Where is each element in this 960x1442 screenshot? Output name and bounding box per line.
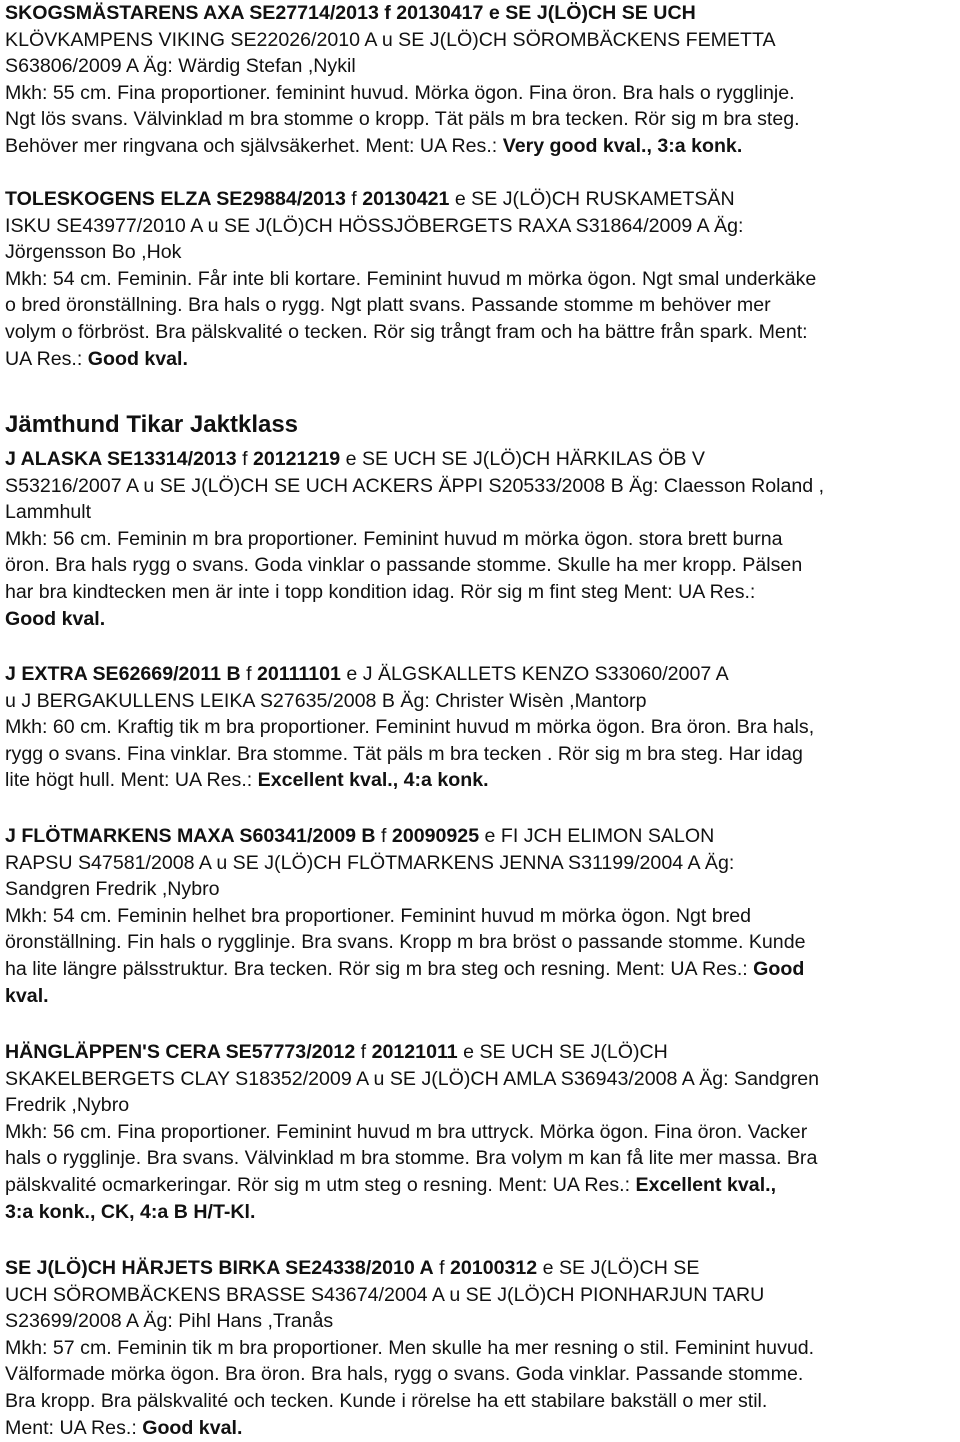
text-run: öronställning. Fin hals o rygglinje. Bra svans. Kropp m bra bröst o passande stomme. Kunde (5, 931, 806, 954)
bold-text-run: J EXTRA SE62669/2011 B (5, 663, 241, 685)
entry-line (5, 850, 955, 877)
entry-line (5, 1388, 955, 1415)
bold-text-run: Good kval. (5, 607, 106, 630)
entry-line (5, 876, 955, 903)
entry-line (5, 1039, 955, 1066)
entry-line (5, 767, 955, 794)
text-run: rygg o svans. Fina vinklar. Bra stomme. Tät päls m bra tecken . Rör sig m bra steg. Har idag (5, 742, 803, 765)
entry-line (5, 956, 955, 983)
text-run: Fredrik ,Nybro (5, 1094, 130, 1117)
text-run: f (375, 825, 392, 847)
text-run: UA Res.: (5, 347, 88, 370)
text-run: f (345, 188, 363, 210)
bold-text-run: Very good kval., 3:a konk. (502, 134, 743, 157)
dog-entry-j-flotmarkens-maxa (5, 823, 955, 1009)
text-run: öron. Bra hals rygg o svans. Goda vinklar o passande stomme. Skulle ha mer kropp. Pälsen (5, 554, 803, 577)
entry-line (5, 319, 955, 346)
text-run: S63806/2009 A Äg: Wärdig Stefan ,Nykil (5, 55, 356, 78)
text-run: Välformade mörka ögon. Bra öron. Bra hals, rygg o svans. Goda vinklar. Passande stomme. (5, 1363, 804, 1386)
entry-line (5, 346, 955, 373)
dog-entry-skogsmastarens-axa (5, 0, 955, 160)
text-run: e J ÄLGSKALLETS KENZO S33060/2007 A (340, 663, 729, 685)
text-run: Sandgren Fredrik ,Nybro (5, 878, 220, 901)
text-run: Mkh: 60 cm. Kraftig tik m bra proportioner. Feminint huvud m mörka ögon. Bra öron. Bra hals, (5, 716, 815, 739)
bold-text-run: kval. (5, 984, 49, 1007)
entry-line (5, 27, 955, 54)
bold-text-run: Good kval. (142, 1416, 243, 1439)
text-run: o bred öronställning. Bra hals o rygg. Ngt platt svans. Passande stomme m behöver mer (5, 294, 771, 317)
entry-line (5, 0, 955, 27)
text-run: KLÖVKAMPENS VIKING SE22026/2010 A u SE J(LÖ)CH SÖROMBÄCKENS FEMETTA (5, 28, 776, 51)
bold-text-run: 20130421 (362, 188, 450, 210)
text-run: e SE UCH SE J(LÖ)CH HÄRKILAS ÖB V (340, 448, 705, 470)
entry-line (5, 106, 955, 133)
bold-text-run: Excellent kval., (635, 1173, 777, 1196)
entry-line (5, 929, 955, 956)
bold-text-run: SKOGSMÄSTARENS AXA SE27714/2013 f 20130417 e SE J(LÖ)CH SE UCH (5, 2, 696, 24)
entry-line (5, 53, 955, 80)
entry-line (5, 1255, 955, 1282)
text-run: Mkh: 56 cm. Fina proportioner. Feminint huvud m bra uttryck. Mörka ögon. Fina öron. Vacker (5, 1120, 808, 1143)
text-run: Mkh: 55 cm. Fina proportioner. feminint huvud. Mörka ögon. Fina öron. Bra hals o rygglinje. (5, 81, 795, 104)
entry-line (5, 499, 955, 526)
dog-entry-j-extra (5, 661, 955, 794)
entry-line (5, 1308, 955, 1335)
text-run: Mkh: 56 cm. Feminin m bra proportioner. Feminint huvud m mörka ögon. stora brett burna (5, 527, 783, 550)
text-run: hals o rygglinje. Bra svans. Välvinklad m bra stomme. Bra volym m kan få lite mer massa. Bra (5, 1147, 818, 1170)
text-run: har bra kindtecken men är inte i topp kondition idag. Rör sig m fint steg Ment: UA Res.: (5, 580, 756, 603)
entry-line (5, 473, 955, 500)
text-run: Mkh: 57 cm. Feminin tik m bra proportioner. Men skulle ha mer resning o stil. Feminint huvud. (5, 1336, 815, 1359)
text-run: UCH SÖROMBÄCKENS BRASSE S43674/2004 A u SE J(LÖ)CH PIONHARJUN TARU (5, 1283, 765, 1306)
entry-line (5, 1172, 955, 1199)
text-run: f (433, 1257, 451, 1279)
entry-line (5, 186, 955, 213)
bold-text-run: 20121011 (371, 1041, 458, 1063)
entry-line (5, 446, 955, 473)
bold-text-run: SE J(LÖ)CH HÄRJETS BIRKA SE24338/2010 A (5, 1257, 434, 1279)
text-run: Lammhult (5, 501, 92, 524)
text-run: Mkh: 54 cm. Feminin. Får inte bli kortare. Feminint huvud m mörka ögon. Ngt smal underkäke (5, 267, 817, 290)
section-heading: Jämthund Tikar Jaktklass (5, 411, 299, 438)
entry-line (5, 239, 955, 266)
entry-line (5, 266, 955, 293)
entry-line (5, 903, 955, 930)
bold-text-run: J ALASKA SE13314/2013 (5, 448, 237, 470)
text-run: e SE J(LÖ)CH RUSKAMETSÄN (449, 188, 735, 210)
entry-line (5, 688, 955, 715)
text-run: ha lite längre pälsstruktur. Bra tecken. Rör sig m bra steg och resning. Ment: UA Res.: (5, 957, 754, 980)
text-run: volym o förbröst. Bra pälskvalité o tecken. Rör sig trångt fram och ha bättre från spark. Ment: (5, 320, 808, 343)
entry-line (5, 579, 955, 606)
entry-line (5, 1361, 955, 1388)
text-run: Bra kropp. Bra pälskvalité och tecken. Kunde i rörelse ha ett stabilare bakställ o mer stil. (5, 1389, 768, 1412)
entry-line (5, 661, 955, 688)
entry-line (5, 714, 955, 741)
bold-text-run: 20121219 (252, 448, 341, 470)
dog-entry-toleskogens-elza (5, 186, 955, 372)
text-run: f (236, 448, 253, 470)
bold-text-run: 20100312 (450, 1257, 538, 1279)
bold-text-run: J FLÖTMARKENS MAXA S60341/2009 B (5, 825, 376, 847)
text-run: u J BERGAKULLENS LEIKA S27635/2008 B Äg: Christer Wisèn ,Mantorp (5, 689, 647, 712)
bold-text-run: Good (753, 957, 805, 980)
entry-line (5, 1145, 955, 1172)
entry-line (5, 1335, 955, 1362)
bold-text-run: TOLESKOGENS ELZA SE29884/2013 (5, 188, 346, 210)
dog-entry-j-alaska (5, 446, 955, 632)
entry-line (5, 292, 955, 319)
bold-text-run: Excellent kval., 4:a konk. (257, 769, 489, 792)
entry-line (5, 213, 955, 240)
entry-line (5, 552, 955, 579)
text-run: RAPSU S47581/2008 A u SE J(LÖ)CH FLÖTMARKENS JENNA S31199/2004 A Äg: (5, 851, 735, 874)
entry-line (5, 1199, 955, 1226)
entry-line (5, 80, 955, 107)
text-run: e SE UCH SE J(LÖ)CH (457, 1041, 668, 1063)
text-run: Behöver mer ringvana och självsäkerhet. Ment: UA Res.: (5, 134, 503, 157)
entry-line (5, 1092, 955, 1119)
entry-line (5, 1119, 955, 1146)
text-run: pälskvalité ocmarkeringar. Rör sig m utm steg o resning. Ment: UA Res.: (5, 1173, 636, 1196)
entry-line (5, 741, 955, 768)
bold-text-run: 20090925 (391, 825, 480, 847)
dog-entry-harjets-birka (5, 1255, 955, 1441)
text-run: Mkh: 54 cm. Feminin helhet bra proportioner. Feminint huvud m mörka ögon. Ngt bred (5, 904, 752, 927)
entry-line (5, 606, 955, 633)
text-run: Ment: UA Res.: (5, 1416, 143, 1439)
entry-line (5, 823, 955, 850)
text-run: f (240, 663, 257, 685)
entry-line (5, 983, 955, 1010)
text-run: SKAKELBERGETS CLAY S18352/2009 A u SE J(LÖ)CH AMLA S36943/2008 A Äg: Sandgren (5, 1067, 820, 1090)
text-run: f (355, 1041, 372, 1063)
text-run: ISKU SE43977/2010 A u SE J(LÖ)CH HÖSSJÖBERGETS RAXA S31864/2009 A Äg: (5, 214, 744, 237)
entry-line (5, 133, 955, 160)
bold-text-run: Good kval. (87, 347, 188, 370)
dog-entry-hanglappens-cera (5, 1039, 955, 1225)
text-run: e FI JCH ELIMON SALON (479, 825, 715, 847)
bold-text-run: 3:a konk., CK, 4:a B H/T-Kl. (5, 1200, 256, 1223)
text-run: S53216/2007 A u SE J(LÖ)CH SE UCH ACKERS ÄPPI S20533/2008 B Äg: Claesson Roland , (5, 474, 825, 497)
text-run: lite högt hull. Ment: UA Res.: (5, 769, 258, 792)
entry-line (5, 1415, 955, 1442)
text-run: e SE J(LÖ)CH SE (537, 1257, 700, 1279)
entry-line (5, 1066, 955, 1093)
text-run: S23699/2008 A Äg: Pihl Hans ,Tranås (5, 1310, 334, 1333)
entry-line (5, 526, 955, 553)
bold-text-run: 20111101 (256, 663, 341, 685)
entry-line (5, 1282, 955, 1309)
text-run: Jörgensson Bo ,Hok (5, 241, 182, 264)
bold-text-run: HÄNGLÄPPEN'S CERA SE57773/2012 (5, 1041, 356, 1063)
text-run: Ngt lös svans. Välvinklad m bra stomme o kropp. Tät päls m bra tecken. Rör sig m bra steg. (5, 108, 800, 131)
